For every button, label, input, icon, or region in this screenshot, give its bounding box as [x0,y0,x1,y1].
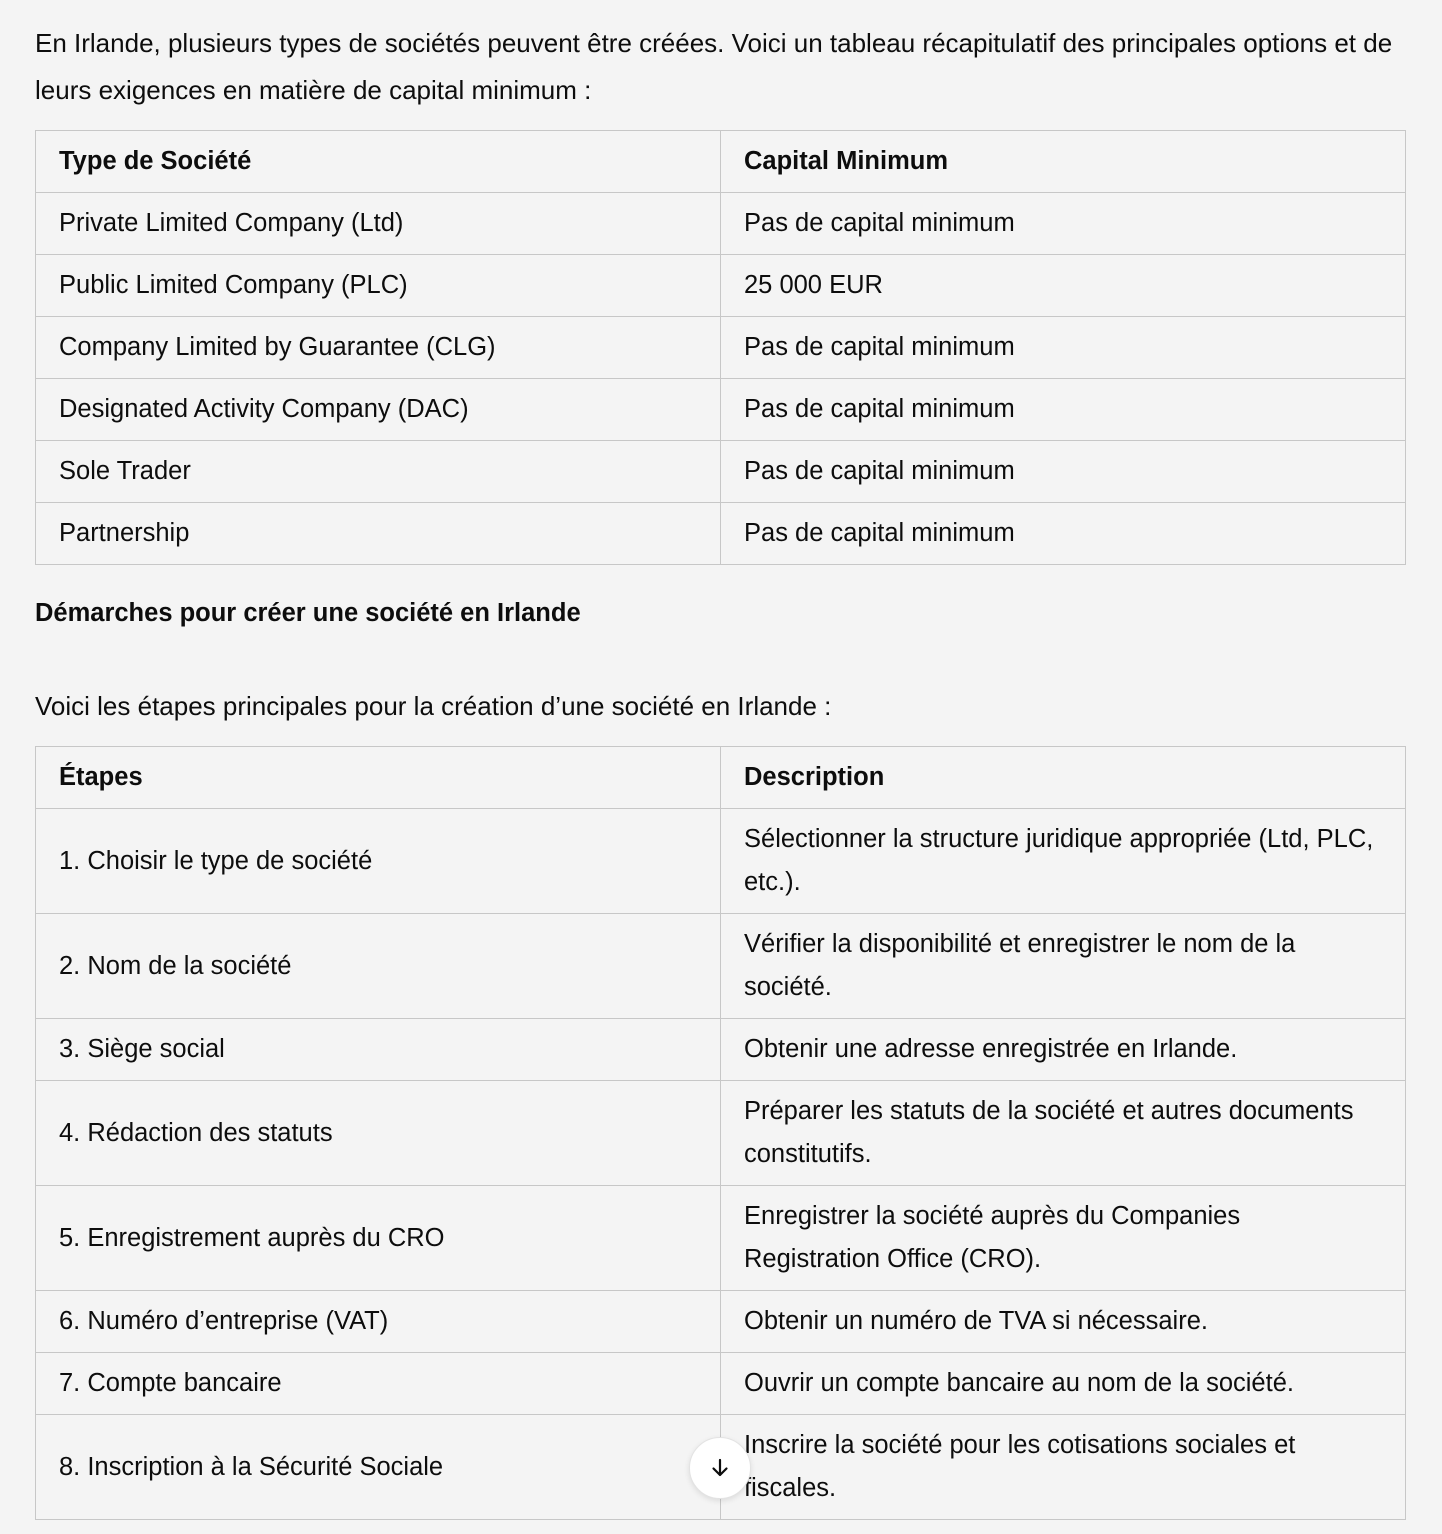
table-row [36,1353,1406,1415]
column-header-steps: Étapes [36,747,721,809]
table-cell: Company Limited by Guarantee (CLG) [36,317,721,379]
table-header-row [36,131,1406,193]
table-cell: Pas de capital minimum [721,379,1406,441]
table-cell: Pas de capital minimum [721,503,1406,565]
table-cell: Designated Activity Company (DAC) [36,379,721,441]
table-cell: Public Limited Company (PLC) [36,255,721,317]
table-cell: 5. Enregistrement auprès du CRO [36,1186,721,1291]
scroll-to-bottom-button[interactable] [689,1437,751,1499]
table-cell: 2. Nom de la société [36,914,721,1019]
table-cell: Sole Trader [36,441,721,503]
steps-intro-paragraph: Voici les étapes principales pour la création d’une société en Irlande : [35,691,832,721]
table-row [36,441,1406,503]
table-cell: 3. Siège social [36,1019,721,1081]
table-row [36,193,1406,255]
table-row [36,379,1406,441]
table-cell: Sélectionner la structure juridique appropriée (Ltd, PLC, etc.). [721,809,1406,914]
table-row [36,503,1406,565]
table-header-row [36,747,1406,809]
table-cell: Partnership [36,503,721,565]
table-cell: 1. Choisir le type de société [36,809,721,914]
table-cell: Obtenir une adresse enregistrée en Irlande. [721,1019,1406,1081]
table-cell: Obtenir un numéro de TVA si nécessaire. [721,1291,1406,1353]
intro-paragraph: En Irlande, plusieurs types de sociétés peuvent être créées. Voici un tableau récapitulatif des principales options et de leurs exigences en matière de capital minimum : [35,28,1393,105]
table-cell: Ouvrir un compte bancaire au nom de la société. [721,1353,1406,1415]
table-row [36,809,1406,914]
table-cell: Pas de capital minimum [721,193,1406,255]
table-cell: Vérifier la disponibilité et enregistrer le nom de la société. [721,914,1406,1019]
table-row [36,1186,1406,1291]
table-cell: Inscrire la société pour les cotisations sociales et fiscales. [721,1415,1406,1520]
table-cell: Pas de capital minimum [721,317,1406,379]
table-cell: Préparer les statuts de la société et autres documents constitutifs. [721,1081,1406,1186]
table-row [36,255,1406,317]
table-row [36,1081,1406,1186]
section-heading: Démarches pour créer une société en Irlande [35,599,581,627]
steps-table [35,746,1406,1520]
table-row [36,1019,1406,1081]
table-row [36,317,1406,379]
table-cell: 25 000 EUR [721,255,1406,317]
column-header-type: Type de Société [36,131,721,193]
message-content [35,20,1406,1520]
table-row [36,914,1406,1019]
table-cell: Private Limited Company (Ltd) [36,193,721,255]
arrow-down-icon [709,1457,731,1479]
table-row [36,1291,1406,1353]
capital-table [35,130,1406,565]
table-cell: 6. Numéro d’entreprise (VAT) [36,1291,721,1353]
table-cell: 7. Compte bancaire [36,1353,721,1415]
table-cell: Enregistrer la société auprès du Companies Registration Office (CRO). [721,1186,1406,1291]
table-cell: 8. Inscription à la Sécurité Sociale [36,1415,721,1520]
column-header-capital: Capital Minimum [721,131,1406,193]
column-header-description: Description [721,747,1406,809]
table-cell: 4. Rédaction des statuts [36,1081,721,1186]
table-cell: Pas de capital minimum [721,441,1406,503]
